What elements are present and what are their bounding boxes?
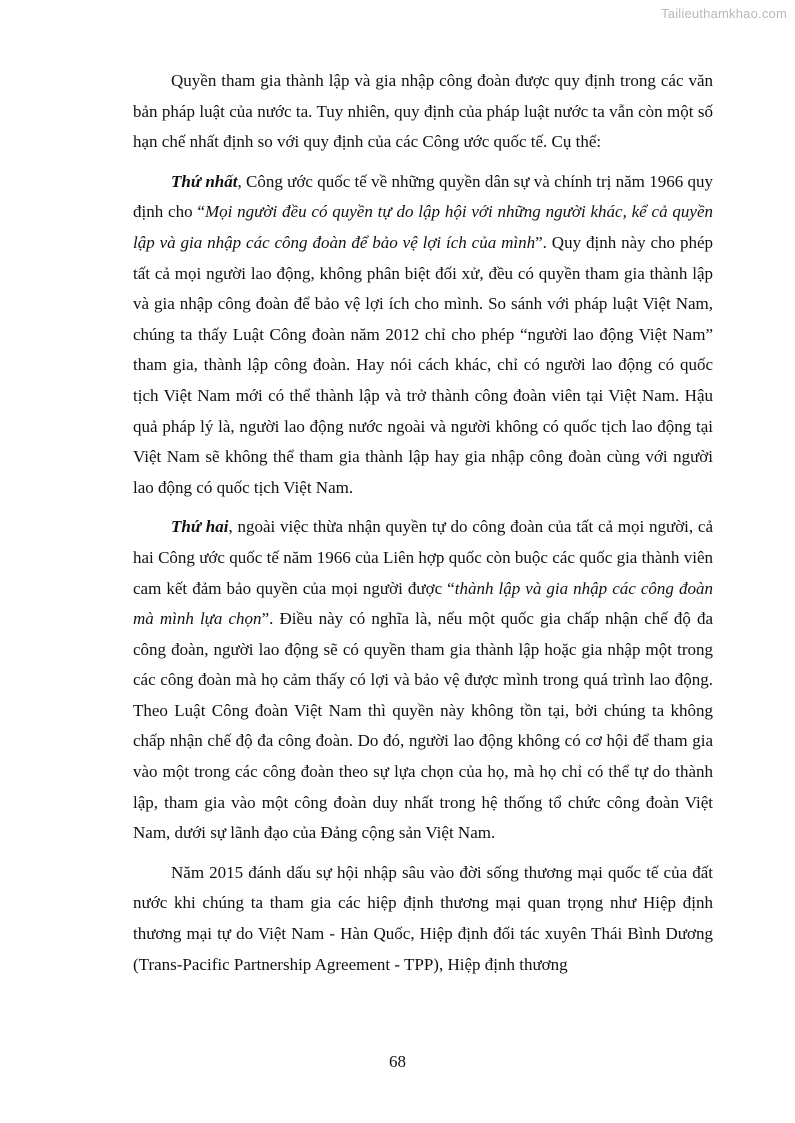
first-point-label: Thứ nhất bbox=[171, 171, 238, 191]
second-point-label: Thứ hai bbox=[171, 517, 229, 537]
paragraph-first-point bbox=[133, 167, 713, 504]
first-point-quote: Mọi người đều có quyền tự do lập hội với những người khác, kể cả quyền lập và gia nhập các công đoàn để bảo vệ lợi ích của mình bbox=[133, 202, 713, 252]
document-body bbox=[133, 66, 713, 989]
first-point-text-b: ”. Quy định này cho phép tất cả mọi người lao động, không phân biệt đối xử, đều có quyền tham gia thành lập và gia nhập công đoàn để bảo vệ lợi ích cho mình. So sánh với pháp luật Việt Nam, chúng ta thấy Luật Công đoàn năm 2012 chỉ cho phép “người lao động Việt Nam” tham gia, thành lập công đoàn. Hay nói cách khác, chỉ có người lao động có quốc tịch Việt Nam mới có thể thành lập và trở thành công đoàn viên tại Việt Nam. Hậu quả pháp lý là, người lao động nước ngoài và người không có quốc tịch lao động tại Việt Nam sẽ không thể tham gia thành lập hay gia nhập công đoàn cùng với người lao động có quốc tịch Việt Nam. bbox=[133, 232, 713, 497]
watermark: Tailieuthamkhao.com bbox=[661, 6, 787, 21]
second-point-text-a: , ngoài việc thừa nhận quyền tự do công đoàn của tất cả mọi người, cả hai Công ước quốc tế năm 1966 của Liên hợp quốc còn buộc các quốc gia thành viên cam kết đảm bảo quyền của mọi người được “ bbox=[133, 517, 713, 598]
paragraph-intro: Quyền tham gia thành lập và gia nhập công đoàn được quy định trong các văn bản pháp luật của nước ta. Tuy nhiên, quy định của pháp luật nước ta vẫn còn một số hạn chế nhất định so với quy định của các Công ước quốc tế. Cụ thể: bbox=[133, 71, 713, 152]
first-point-text-a: , Công ước quốc tế về những quyền dân sự và chính trị năm 1966 quy định cho “ bbox=[133, 171, 714, 222]
page-number: 68 bbox=[389, 1052, 406, 1071]
second-point-quote: thành lập và gia nhập các công đoàn mà mình lựa chọn bbox=[133, 578, 713, 629]
paragraph-2015-integration: Năm 2015 đánh dấu sự hội nhập sâu vào đời sống thương mại quốc tế của đất nước khi chúng ta tham gia các hiệp định thương mại quan trọng như Hiệp định thương mại tự do Việt Nam - Hàn Quốc, Hiệp định đối tác xuyên Thái Bình Dương (Trans-Pacific Partnership Agreement - TPP), Hiệp định thương bbox=[133, 862, 713, 974]
paragraph-second-point bbox=[133, 512, 713, 849]
second-point-text-b: ”. Điều này có nghĩa là, nếu một quốc gia chấp nhận chế độ đa công đoàn, người lao động sẽ có quyền tham gia thành lập hoặc gia nhập một trong các công đoàn mà họ cảm thấy có lợi và bảo vệ được mình trong quá trình lao động. Theo Luật Công đoàn Việt Nam thì quyền này không tồn tại, bởi chúng ta không chấp nhận chế độ đa công đoàn. Do đó, người lao động không có cơ hội để tham gia vào một trong các công đoàn theo sự lựa chọn của họ, mà họ chỉ có thể tự do thành lập, tham gia vào một công đoàn duy nhất trong hệ thống tổ chức công đoàn Việt Nam, dưới sự lãnh đạo của Đảng cộng sản Việt Nam. bbox=[133, 609, 713, 843]
